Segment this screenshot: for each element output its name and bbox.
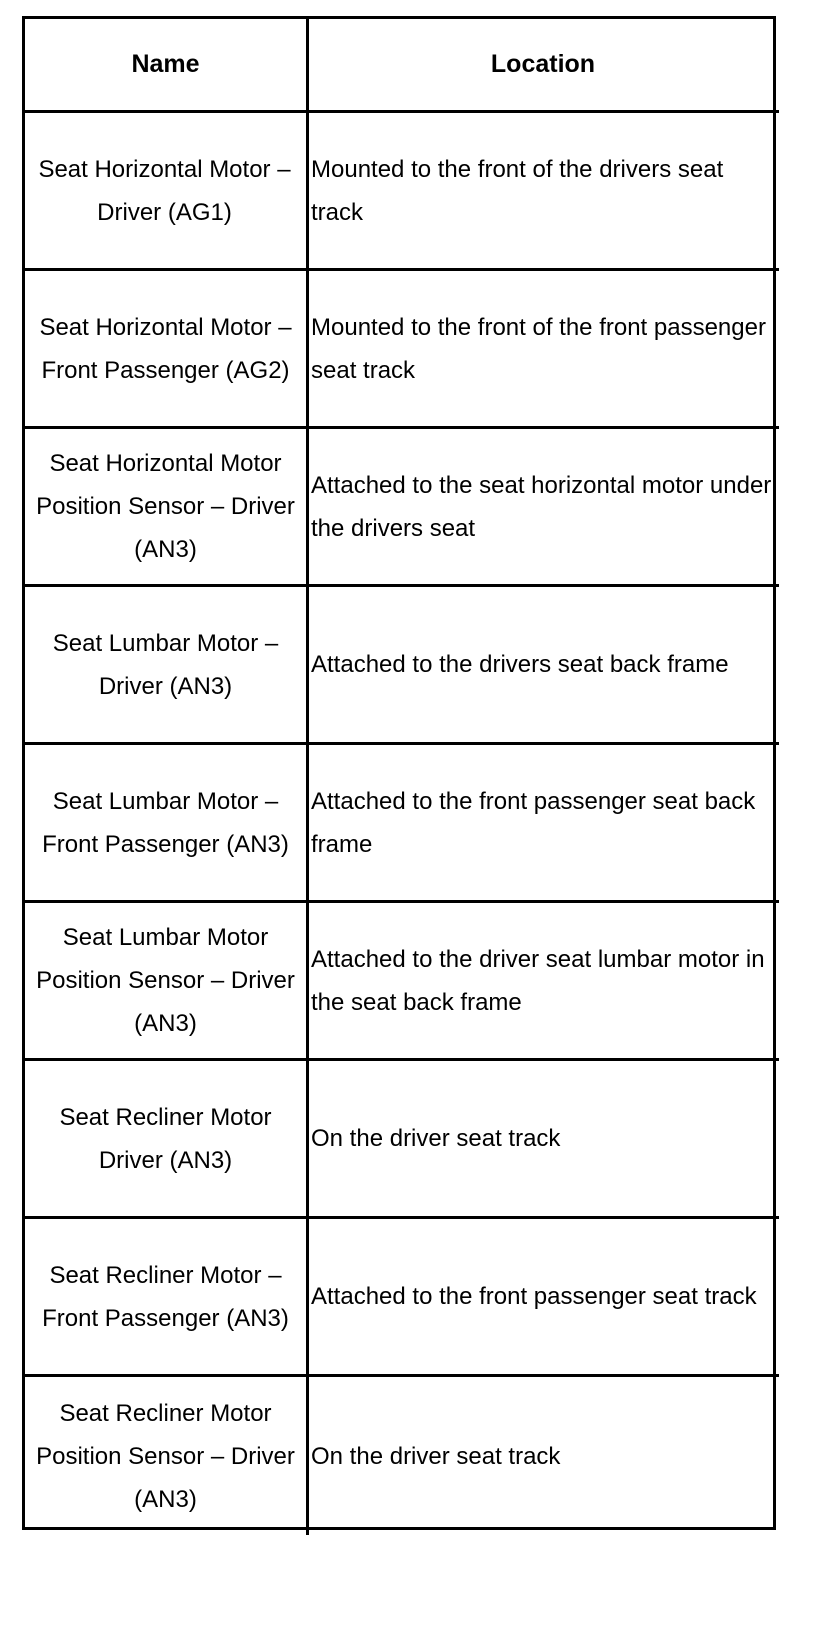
row-8-name: Seat Recliner Motor – Front Passenger (AN3)	[25, 1219, 309, 1377]
row-6-name: Seat Lumbar Motor Position Sensor – Driver (AN3)	[25, 903, 309, 1061]
row-8-location: Attached to the front passenger seat track	[309, 1219, 779, 1377]
row-2-name: Seat Horizontal Motor – Front Passenger (AG2)	[25, 271, 309, 429]
row-7-name: Seat Recliner Motor Driver (AN3)	[25, 1061, 309, 1219]
row-3-name: Seat Horizontal Motor Position Sensor – Driver (AN3)	[25, 429, 309, 587]
row-6-location: Attached to the driver seat lumbar motor in the seat back frame	[309, 903, 779, 1061]
row-9-name: Seat Recliner Motor Position Sensor – Driver (AN3)	[25, 1377, 309, 1535]
row-7-location: On the driver seat track	[309, 1061, 779, 1219]
row-1-name: Seat Horizontal Motor – Driver (AG1)	[25, 113, 309, 271]
row-2-location: Mounted to the front of the front passenger seat track	[309, 271, 779, 429]
component-location-table	[22, 16, 776, 1530]
row-1-location: Mounted to the front of the drivers seat track	[309, 113, 779, 271]
row-3-location: Attached to the seat horizontal motor under the drivers seat	[309, 429, 779, 587]
header-name: Name	[25, 19, 309, 113]
row-5-name: Seat Lumbar Motor – Front Passenger (AN3)	[25, 745, 309, 903]
row-4-location: Attached to the drivers seat back frame	[309, 587, 779, 745]
row-5-location: Attached to the front passenger seat back frame	[309, 745, 779, 903]
row-4-name: Seat Lumbar Motor – Driver (AN3)	[25, 587, 309, 745]
row-9-location: On the driver seat track	[311, 1442, 561, 1470]
header-location: Location	[309, 19, 779, 113]
